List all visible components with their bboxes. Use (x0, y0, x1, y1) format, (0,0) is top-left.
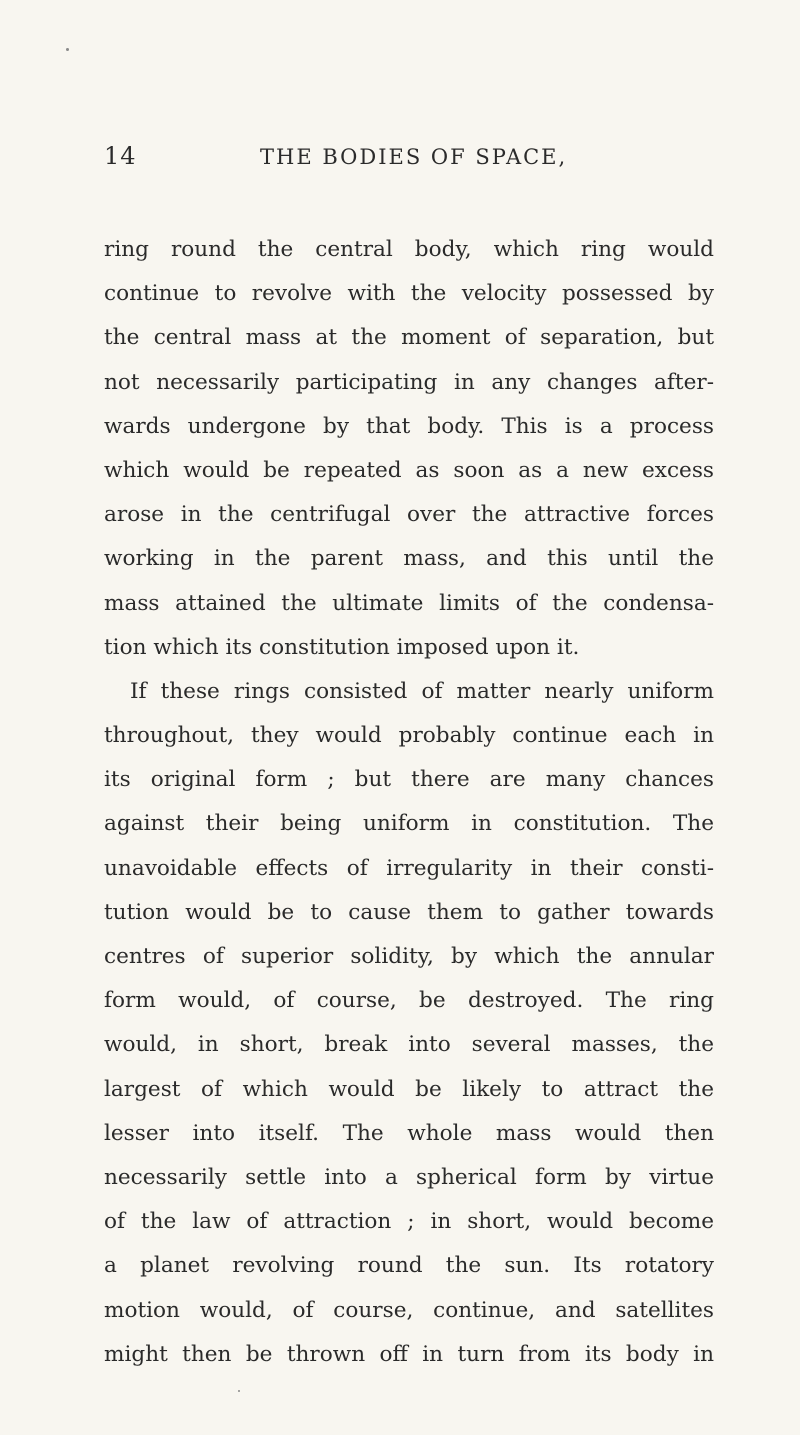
text-line: If these rings consisted of matter nearly uniform (130, 678, 714, 704)
body-text (104, 228, 714, 1377)
text-line: wards undergone by that body. This is a process (104, 413, 714, 439)
text-line: against their being uniform in constitution. The (104, 811, 714, 837)
page-number: 14 (104, 142, 137, 170)
text-line: necessarily settle into a spherical form by virtue (104, 1164, 714, 1190)
text-line: motion would, of course, continue, and satellites (104, 1297, 714, 1323)
text-line: largest of which would be likely to attract the (104, 1076, 714, 1102)
text-line: unavoidable effects of irregularity in their consti- (104, 855, 714, 881)
text-line: a planet revolving round the sun. Its rotatory (104, 1253, 714, 1279)
text-line: ring round the central body, which ring would (104, 237, 714, 262)
text-line: of the law of attraction ; in short, would become (104, 1209, 714, 1235)
paper-speck (66, 48, 69, 51)
text-line: the central mass at the moment of separation, but (104, 325, 714, 351)
text-line: working in the parent mass, and this until the (104, 546, 714, 572)
text-line: lesser into itself. The whole mass would then (104, 1120, 714, 1146)
text-line: would, in short, break into several masses, the (104, 1032, 714, 1058)
running-head: THE BODIES OF SPACE, (260, 145, 568, 169)
text-line: throughout, they would probably continue each in (104, 723, 714, 749)
paper-speck (238, 1390, 240, 1392)
text-line: tution would be to cause them to gather towards (104, 899, 714, 925)
text-line: tion which its constitution imposed upon it. (104, 634, 580, 660)
text-line: mass attained the ultimate limits of the condensa- (104, 590, 714, 616)
text-line: not necessarily participating in any changes after- (104, 369, 714, 395)
text-line: which would be repeated as soon as a new excess (104, 457, 714, 483)
text-line: form would, of course, be destroyed. The ring (104, 988, 714, 1014)
text-line: centres of superior solidity, by which the annular (104, 944, 714, 969)
text-line: might then be thrown off in turn from its body in (104, 1341, 714, 1367)
text-line: its original form ; but there are many chances (104, 767, 714, 793)
text-line: arose in the centrifugal over the attractive forces (104, 502, 714, 528)
text-line: continue to revolve with the velocity possessed by (104, 281, 714, 307)
page-header (104, 142, 714, 182)
